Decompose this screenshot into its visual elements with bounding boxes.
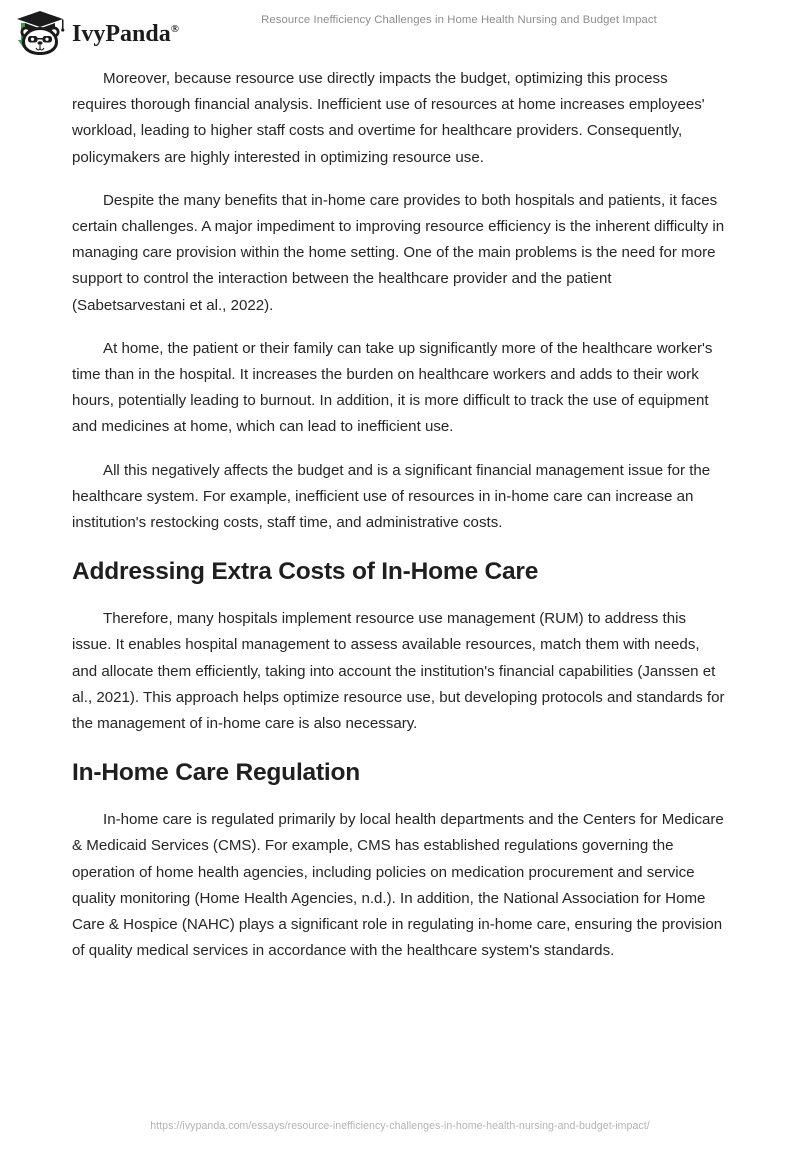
body-paragraph: All this negatively affects the budget and is a significant financial management issue for the healthcare system. For example, inefficient use of resources in in-home care can increase an institution's restocking costs, staff time, and administrative costs. (72, 461, 711, 532)
registered-mark: ® (170, 23, 179, 35)
brand-name-text: IvyPanda (72, 21, 171, 47)
body-paragraph: Moreover, because resource use directly impacts the budget, optimizing this process requires thorough financial analysis. Inefficient use of resources at home increases employees' workload, leading to higher staff costs and overtime for healthcare providers. Consequently, policymakers are highly interested in optimizing resource use. (72, 70, 705, 166)
body-paragraph: Therefore, many hospitals implement resource use management (RUM) to address this issue. It enables hospital management to assess available resources, match them with needs, and allocate them efficiently, taking into account the institution's financial capabilities (Janssen et al., 2021). This approach helps optimize resource use, but developing protocols and standards for the management of in-home care is also necessary. (72, 610, 725, 733)
section-heading: Addressing Extra Costs of In-Home Care (72, 558, 539, 586)
section-heading: In-Home Care Regulation (72, 759, 361, 787)
document-content (72, 66, 725, 981)
body-paragraph: At home, the patient or their family can take up significantly more of the healthcare worker's time than in the hospital. It increases the burden on healthcare workers and adds to their work hours, potentially leading to burnout. In addition, it is more difficult to track the use of equipment and medicines at home, which can lead to inefficient use. (72, 339, 713, 436)
body-paragraph: In-home care is regulated primarily by local health departments and the Centers for Medicare & Medicaid Services (CMS). For example, CMS has established regulations governing the operation of home health agencies, including policies on medication procurement and service quality monitoring (Home Health Agencies, n.d.). In addition, the National Association for Home Care & Hospice (NAHC) plays a significant role in regulating in-home care, ensuring the provision of quality medical services in accordance with the healthcare system's standards. (72, 811, 724, 960)
body-paragraph: Despite the many benefits that in-home care provides to both hospitals and patients, it faces certain challenges. A major impediment to improving resource efficiency is the inherent difficulty in managing care provision within the home setting. One of the main problems is the need for more support to control the interaction between the healthcare provider and the patient (Sabetsarvestani et al., 2022). (72, 191, 725, 314)
source-url-link[interactable]: https://ivypanda.com/essays/resource-inefficiency-challenges-in-home-health-nursing-and-budget-impact/ (150, 1120, 650, 1132)
document-title: Resource Inefficiency Challenges in Home Health Nursing and Budget Impact (261, 14, 657, 26)
page-footer (0, 1116, 800, 1134)
page-header (0, 0, 800, 58)
